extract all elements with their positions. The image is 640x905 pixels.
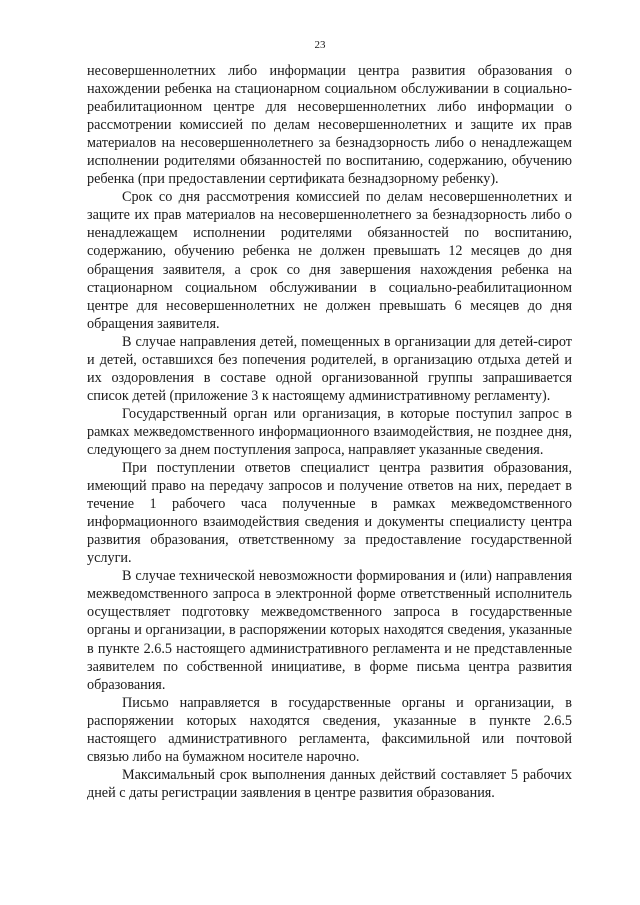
document-body — [87, 62, 572, 802]
paragraph-deadline: Срок со дня рассмотрения комиссией по делам несовершеннолетних и защите их прав материалов на несовершеннолетнего за безнадзорность либо о ненадлежащем исполнении родителями обязанностей по воспитанию, содержанию, обучению ребенка не должен превышать 12 месяцев до дня обращения заявителя, а срок со дня завершения нахождения ребенка на стационарном социальном обслуживании в социально-реабилитационном центре для несовершеннолетних не должен превышать 6 месяцев до дня обращения заявителя. — [87, 189, 572, 332]
page-number: 23 — [314, 39, 326, 51]
paragraph-max-term: Максимальный срок выполнения данных действий составляет 5 рабочих дней с даты регистрации заявления в центре развития образования. — [87, 766, 572, 801]
paragraph-technical-impossibility: В случае технической невозможности формирования и (или) направления межведомственного запроса в электронной форме ответственный исполнитель осуществляет подготовку межведомственного запроса в государственные органы и организации, в распоряжении которых находятся сведения, указанные в пункте 2.6.5 настоящего административного регламента и не представленные заявителем по собственной инициативе, в форме письма центра развития образования. — [87, 568, 572, 693]
paragraph-agency-response: Государственный орган или организация, в которые поступил запрос в рамках межведомственного информационного взаимодействия, не позднее дня, следующего за днем поступления запроса, направляет указанные сведения. — [87, 405, 572, 458]
paragraph-answers-transfer: При поступлении ответов специалист центра развития образования, имеющий право на передачу запросов и получение ответов на них, передает в течение 1 рабочего часа полученные в рамках межведомственного информационного взаимодействия сведения и документы специалисту центра развития образования, ответственному за предоставление государственной услуги. — [87, 460, 572, 567]
paragraph-letter-sending: Письмо направляется в государственные органы и организации, в распоряжении которых находятся сведения, указанные в пункте 2.6.5 настоящего административного регламента, факсимильной или почтовой связью либо на бумажном носителе нарочно. — [87, 694, 572, 765]
paragraph-orphans-group: В случае направления детей, помещенных в организации для детей-сирот и детей, оставшихся без попечения родителей, в организацию отдыха детей и их оздоровления в составе одной организованной группы запрашивается список детей (приложение 3 к настоящему административному регламенту). — [87, 333, 572, 404]
paragraph-continuation: несовершеннолетних либо информации центра развития образования о нахождении ребенка на стационарном социальном обслуживании в социально-реабилитационном центре для несовершеннолетних либо информации о рассмотрении комиссией по делам несовершеннолетних и защите их прав материалов на несовершеннолетнего за безнадзорность либо о ненадлежащем исполнении родителями обязанностей по воспитанию, содержанию, обучению ребенка (при предоставлении сертификата безнадзорному ребенку). — [87, 63, 572, 188]
